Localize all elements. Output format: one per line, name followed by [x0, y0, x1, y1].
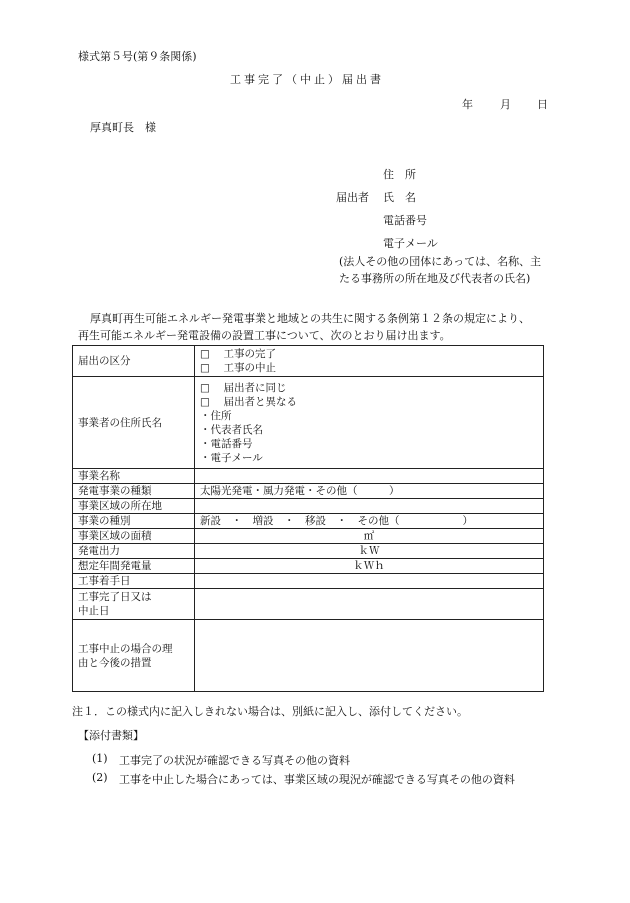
- operator-address-item: ・住所: [200, 409, 232, 422]
- address-label: 住 所: [383, 168, 416, 181]
- form-number: 様式第５号(第９条関係): [78, 50, 197, 63]
- attachment-1-number: (1): [92, 752, 108, 765]
- output-unit[interactable]: ｋＷ: [195, 544, 544, 559]
- intro-line2: 再生可能エネルギー発電設備の設置工事について、次のとおり届け出ます。: [78, 329, 451, 342]
- notification-type-options: [195, 346, 544, 377]
- completion-date-label-line2: 中止日: [78, 605, 110, 617]
- suspension-reason-label-line2: 由と今後の措置: [78, 656, 152, 669]
- checkbox-icon[interactable]: □: [200, 362, 210, 374]
- row-suspension-reason: [73, 620, 544, 692]
- generation-type-label: 発電事業の種類: [73, 484, 195, 499]
- row-project-location: [73, 499, 544, 514]
- project-location-label: 事業区域の所在地: [73, 499, 195, 514]
- completion-date-value[interactable]: [195, 589, 544, 620]
- annual-generation-label: 想定年間発電量: [73, 559, 195, 574]
- output-label: 発電出力: [73, 544, 195, 559]
- name-label: 氏 名: [383, 191, 416, 204]
- attachment-1: 工事完了の状況が確認できる写真その他の資料: [119, 754, 350, 767]
- notification-type-label: 届出の区分: [73, 346, 195, 377]
- row-project-area: [73, 529, 544, 544]
- date-month-label: 月: [500, 98, 511, 111]
- project-area-unit[interactable]: ㎡: [195, 529, 544, 544]
- checkbox-icon[interactable]: □: [200, 381, 210, 394]
- operator-options: [195, 377, 544, 469]
- project-category-value[interactable]: 新設 ・ 増設 ・ 移設 ・ その他（ ）: [195, 514, 544, 529]
- row-project-name: [73, 469, 544, 484]
- form-title: 工事完了（中止）届出書: [230, 73, 384, 86]
- project-name-value[interactable]: [195, 469, 544, 484]
- completion-date-label-line1: 工事完了日又は: [78, 591, 152, 603]
- project-name-label: 事業名称: [73, 469, 195, 484]
- suspension-reason-label-line1: 工事中止の場合の理: [78, 642, 173, 655]
- attachment-2-number: (2): [92, 771, 108, 784]
- project-area-label: 事業区域の面積: [73, 529, 195, 544]
- project-category-label: 事業の種別: [73, 514, 195, 529]
- intro-line1: 厚真町再生可能エネルギー発電事業と地域との共生に関する条例第１２条の規定により、: [90, 312, 530, 325]
- option-different: 届出者と異なる: [223, 395, 297, 408]
- row-notification-type: [73, 346, 544, 377]
- operator-label: 事業者の住所氏名: [73, 377, 195, 469]
- notification-table: [72, 345, 544, 692]
- phone-label: 電話番号: [383, 214, 427, 227]
- operator-representative-item: ・代表者氏名: [200, 423, 263, 436]
- addressee: 厚真町長 様: [90, 121, 156, 134]
- row-generation-type: [73, 484, 544, 499]
- row-start-date: [73, 574, 544, 589]
- row-project-category: [73, 514, 544, 529]
- project-location-value[interactable]: [195, 499, 544, 514]
- operator-email-item: ・電子メール: [200, 451, 263, 464]
- checkbox-icon[interactable]: □: [200, 395, 210, 408]
- generation-type-value[interactable]: 太陽光発電・風力発電・その他（ ）: [195, 484, 544, 499]
- operator-phone-item: ・電話番号: [200, 437, 253, 450]
- date-year-label: 年: [462, 98, 473, 111]
- checkbox-icon[interactable]: □: [200, 348, 210, 360]
- row-output: [73, 544, 544, 559]
- email-label: 電子メール: [383, 237, 438, 250]
- completion-date-label: [73, 589, 195, 620]
- row-completion-date: [73, 589, 544, 620]
- date-day-label: 日: [537, 98, 548, 111]
- footnote: 注１．この様式内に記入しきれない場合は、別紙に記入し、添付してください。: [72, 705, 468, 718]
- option-suspension: 工事の中止: [223, 362, 276, 374]
- applicant-note-line1: (法人その他の団体にあっては、名称、主: [339, 255, 542, 268]
- start-date-value[interactable]: [195, 574, 544, 589]
- annual-generation-unit[interactable]: ｋＷｈ: [195, 559, 544, 574]
- option-completion: 工事の完了: [223, 348, 276, 360]
- suspension-reason-value[interactable]: [195, 620, 544, 692]
- start-date-label: 工事着手日: [73, 574, 195, 589]
- applicant-note-line2: たる事務所の所在地及び代表者の氏名): [339, 272, 531, 285]
- option-same-as-applicant: 届出者に同じ: [223, 381, 287, 394]
- row-operator: [73, 377, 544, 469]
- attachment-2: 工事を中止した場合にあっては、事業区域の現況が確認できる写真その他の資料: [119, 773, 515, 786]
- suspension-reason-label: [73, 620, 195, 692]
- applicant-label: 届出者: [336, 191, 369, 204]
- row-annual-generation: [73, 559, 544, 574]
- attachments-heading: 【添付書類】: [78, 729, 144, 742]
